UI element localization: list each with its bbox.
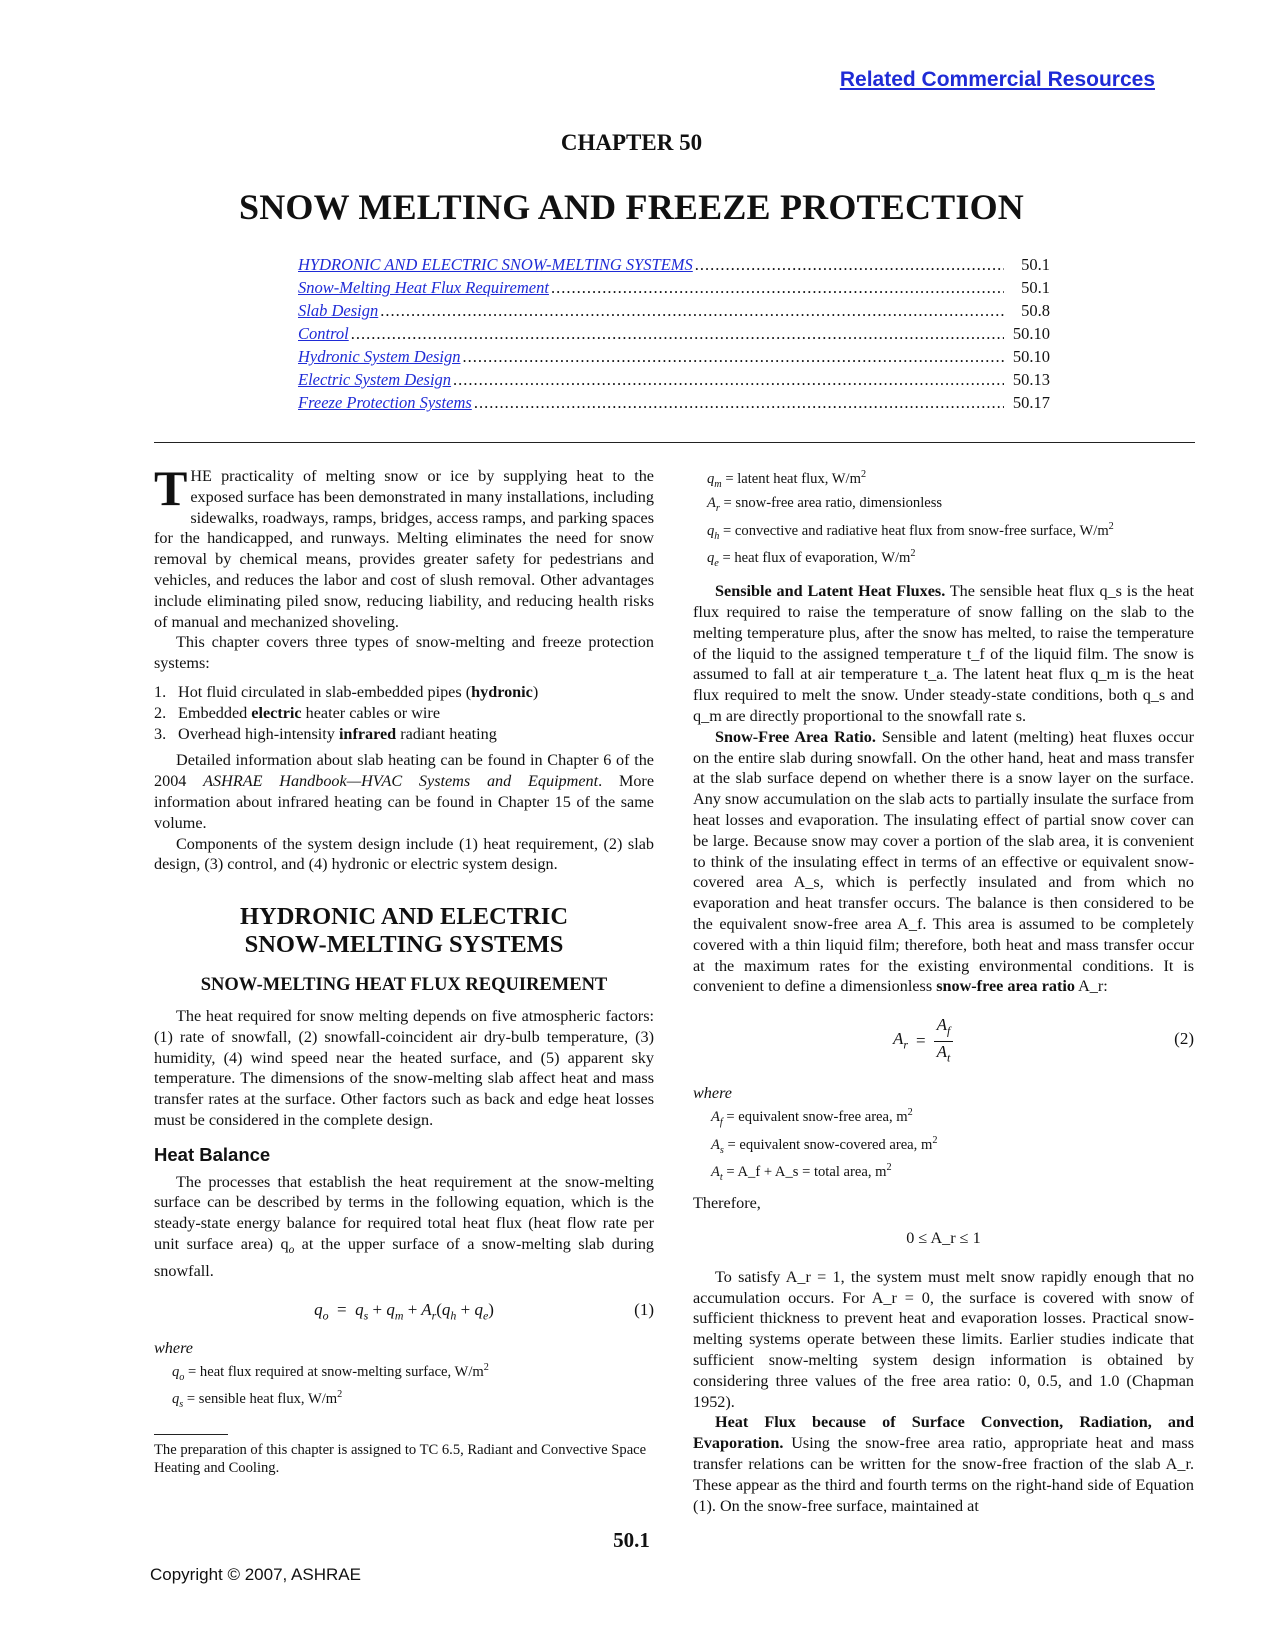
toc-link[interactable]: Freeze Protection Systems [298, 393, 472, 412]
toc-entry [298, 370, 1050, 393]
variable-definition: $A_f$ = equivalent snow-free area, $m^2$ [711, 1106, 913, 1128]
paragraph: Sensible and Latent Heat Fluxes. The sensible heat flux q_s is the heat flux required to raise the temperature of snow falling on the slab to the melting temperature plus, after the snow has melted, to raise the temperature of the liquid to the assigned temperature t_f of the liquid film. The snow is assumed to fall at air temperature t_a. The latent heat flux q_m is the heat flux required to melt the snow. Under steady-state conditions, both q_s and q_m are directly proportional to the snowfall rate s. [693, 582, 1194, 725]
where-label: where [154, 1338, 193, 1357]
variable-definitions [693, 466, 1194, 573]
chapter-title: SNOW MELTING AND FREEZE PROTECTION [239, 187, 1024, 227]
paragraph: Components of the system design include (1) heat requirement, (2) slab design, (3) control, and (4) hydronic or electric system design. [154, 834, 654, 874]
dropcap: T [154, 460, 188, 516]
list-item: 2. Embedded electric heater cables or wire [154, 703, 441, 722]
variable-definition: $A_t$ = A_f + A_s = total area, $m^2$ [711, 1162, 892, 1184]
paragraph: Heat Flux because of Surface Convection, Radiation, and Evaporation. Using the snow-free area ratio, appropriate heat and mass transfer relations can be written for the snow-free fraction of the slab A_r. These appear as the third and fourth terms on the right-hand side of Equation (1). On the snow-free surface, maintained at [693, 1413, 1194, 1515]
toc-page: 50.17 [1012, 393, 1050, 412]
toc-link[interactable]: HYDRONIC AND ELECTRIC SNOW-MELTING SYSTEMS [298, 255, 693, 274]
chapter-label: CHAPTER 50 [560, 130, 703, 155]
variable-definition: $q_h$ = convective and radiative heat flux from snow-free surface, $W/m^2$ [707, 520, 1114, 542]
equation-number: (1) [634, 1299, 654, 1319]
variable-definition: $q_m$ = latent heat flux, $W/m^2$ [707, 469, 867, 490]
equation-1: $q_o = q_s + q_m + A_r(q_h + q_e)$ (1) [314, 1299, 654, 1323]
subsection-heading: SNOW-MELTING HEAT FLUX REQUIREMENT [200, 975, 608, 996]
toc-page: 50.10 [1012, 324, 1050, 343]
variable-definition: $A_r$ = snow-free area ratio, dimensionless [707, 494, 943, 514]
toc-entry [298, 324, 1050, 347]
section-divider [154, 442, 1195, 443]
therefore-label: Therefore, [693, 1194, 761, 1213]
variable-definition: $q_s$ = sensible heat flux, $W/m^2$ [172, 1389, 343, 1411]
where-label: where [693, 1084, 732, 1103]
toc-link[interactable]: Snow-Melting Heat Flux Requirement [298, 278, 549, 297]
toc-page: 50.13 [1012, 370, 1050, 389]
heat-balance-heading: Heat Balance [154, 1143, 271, 1165]
list-item: 1. Hot fluid circulated in slab-embedded pipes (hydronic) [154, 682, 539, 701]
system-types-list [154, 682, 654, 744]
footnote: The preparation of this chapter is assigned to TC 6.5, Radiant and Convective Space Heating and Cooling. [154, 1442, 647, 1477]
paragraph: The heat required for snow melting depends on five atmospheric factors: (1) rate of snowfall, (2) snowfall-coincident air dry-bulb temperature, (3) humidity, (4) wind speed near the heated surface, and (5) apparent sky temperature. The dimensions of the snow-melting slab affect heat and mass transfer rates at the surface. Other factors such as back and edge heat losses must be considered in the complete design. [154, 1006, 654, 1129]
equation-2: $A_r$ = $\frac{A_f}{A_t}$ (2) [893, 1015, 1194, 1065]
list-item: 3. Overhead high-intensity infrared radiant heating [154, 724, 497, 743]
variable-definitions [693, 1104, 1194, 1187]
variable-definition: $q_o$ = heat flux required at snow-melting surface, $W/m^2$ [172, 1361, 489, 1383]
variable-definition: $q_e$ = heat flux of evaporation, $W/m^2$ [707, 548, 916, 570]
paragraph: The processes that establish the heat requirement at the snow-melting surface can be described by terms in the following equation, which is the steady-state energy balance for required total heat flux (heat flow rate per unit surface area) $q_o$ at the upper surface of a snow-melting slab during snowfall. [154, 1172, 655, 1280]
toc-entry [298, 278, 1050, 301]
page-number: 50.1 [613, 1528, 650, 1552]
right-column [693, 466, 1194, 1516]
toc-page: 50.1 [1021, 255, 1050, 274]
toc-entry [298, 255, 1050, 278]
paragraph: Snow-Free Area Ratio. Sensible and latent (melting) heat fluxes occur on the entire slab during snowfall. On the other hand, heat and mass transfer at the slab surface depend on whether there is a snow layer on the surface. Any snow accumulation on the slab acts to partially insulate the surface from heat losses and evaporation. The insulating effect of partial snow cover can be large. Because snow may cover a portion of the slab area, it is convenient to think of the insulating effect in terms of an effective or equivalent snow-covered area A_s, which is perfectly insulated and from which no evaporation and heat transfer occurs. The balance is then considered to be the equivalent snow-free area A_f. This area is assumed to be completely covered with a thin liquid film; therefore, both heat and mass transfer occur at the maximum rates for the existing environmental conditions. It is convenient to define a dimensionless snow-free area ratio A_r: [693, 727, 1194, 996]
toc-entry [298, 347, 1050, 370]
related-commercial-resources-link[interactable]: Related Commercial Resources [839, 68, 1155, 91]
variable-definitions [154, 1359, 654, 1415]
toc-entry [298, 393, 1050, 416]
equation-number: (2) [1174, 1029, 1194, 1049]
paragraph: To satisfy A_r = 1, the system must melt snow rapidly enough that no accumulation occurs. For A_r = 0, the surface is covered with snow of sufficient thickness to prevent heat and evaporation losses. Practical snow-melting systems operate between these limits. Earlier studies indicate that sufficient snow-melting system design information is obtained by considering three values of the free area ratio: 0, 0.5, and 1.0 (Chapman 1952). [693, 1267, 1194, 1411]
toc-page: 50.8 [1021, 301, 1050, 320]
table-of-contents [298, 255, 1050, 416]
toc-link[interactable]: Slab Design [298, 301, 379, 320]
copyright: Copyright © 2007, ASHRAE [150, 1565, 361, 1584]
toc-link[interactable]: Control [298, 324, 349, 343]
footnote-divider [154, 1434, 228, 1435]
intro-paragraph: THE practicality of melting snow or ice by supplying heat to the exposed surface has been demonstrated in many installations, including sidewalks, roadways, ramps, bridges, access ramps, and parking spaces for the handicapped, and runways. Melting eliminates the need for snow removal by chemical means, provides greater safety for pedestrians and vehicles, and reduces the labor and cost of slush removal. Other advantages include eliminating piled snow, reducing liability, and reducing health risks of manual and mechanized shoveling. [154, 460, 654, 631]
left-column [154, 460, 655, 1477]
toc-entry [298, 301, 1050, 324]
toc-link[interactable]: Electric System Design [298, 370, 452, 389]
variable-definition: $A_s$ = equivalent snow-covered area, $m^2$ [711, 1134, 938, 1156]
toc-link[interactable]: Hydronic System Design [298, 347, 461, 366]
inequality: 0 ≤ A_r ≤ 1 [906, 1229, 981, 1248]
paragraph: This chapter covers three types of snow-melting and freeze protection systems: [154, 633, 654, 673]
paragraph: Detailed information about slab heating can be found in Chapter 6 of the 2004 ASHRAE Handbook—HVAC Systems and Equipment. More information about infrared heating can be found in Chapter 15 of the same volume. [154, 751, 655, 832]
toc-page: 50.10 [1012, 347, 1050, 366]
section-heading: HYDRONIC AND ELECTRIC SNOW-MELTING SYSTEMS [239, 903, 569, 959]
toc-page: 50.1 [1021, 278, 1050, 297]
